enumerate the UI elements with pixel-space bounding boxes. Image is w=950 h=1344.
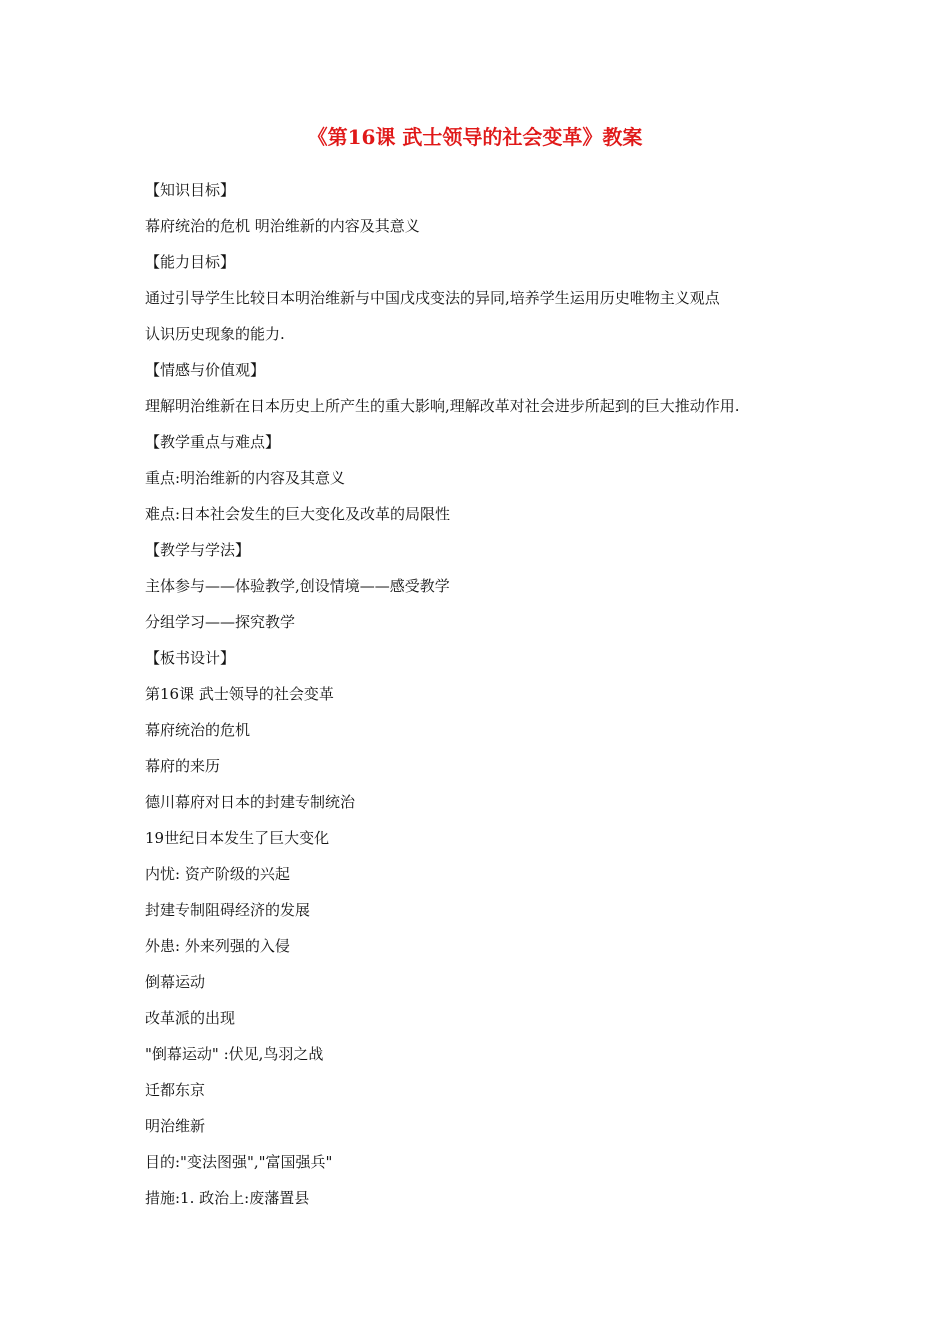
- section-heading-knowledge-goals: 【知识目标】: [145, 181, 236, 199]
- text-line: 认识历史现象的能力.: [145, 325, 285, 343]
- text-line: 德川幕府对日本的封建专制统治: [145, 793, 356, 811]
- text-line: 通过引导学生比较日本明治维新与中国戊戌变法的异同,培养学生运用历史唯物主义观点: [145, 289, 720, 307]
- text-line: 分组学习——探究教学: [145, 613, 296, 631]
- text-line: 目的:"变法图强","富国强兵": [145, 1153, 333, 1171]
- document-body: [145, 172, 825, 1216]
- document-title: 《第16课 武士领导的社会变革》教案: [307, 125, 643, 149]
- text-line: 19世纪日本发生了巨大变化: [145, 829, 330, 847]
- section-heading-emotion-values: 【情感与价值观】: [145, 361, 266, 379]
- text-line: 明治维新: [145, 1117, 206, 1135]
- text-line: 封建专制阻碍经济的发展: [145, 901, 311, 919]
- text-line: 幕府的来历: [145, 757, 221, 775]
- text-line: 理解明治维新在日本历史上所产生的重大影响,理解改革对社会进步所起到的巨大推动作用.: [145, 397, 740, 415]
- text-line: "倒幕运动" :伏见,鸟羽之战: [145, 1045, 324, 1063]
- text-line: 难点:日本社会发生的巨大变化及改革的局限性: [145, 505, 451, 523]
- text-line: 幕府统治的危机: [145, 721, 251, 739]
- section-heading-board-design: 【板书设计】: [145, 649, 236, 667]
- text-line: 措施:1. 政治上:废藩置县: [145, 1189, 310, 1207]
- section-heading-key-points: 【教学重点与难点】: [145, 433, 281, 451]
- text-line: 外患: 外来列强的入侵: [145, 937, 290, 955]
- text-line: 第16课 武士领导的社会变革: [145, 685, 334, 703]
- section-heading-ability-goals: 【能力目标】: [145, 253, 236, 271]
- text-line: 迁都东京: [145, 1081, 206, 1099]
- text-line: 内忧: 资产阶级的兴起: [145, 865, 290, 883]
- text-line: 主体参与——体验教学,创设情境——感受教学: [145, 577, 450, 595]
- text-line: 改革派的出现: [145, 1009, 236, 1027]
- text-line: 重点:明治维新的内容及其意义: [145, 469, 346, 487]
- text-line: 幕府统治的危机 明治维新的内容及其意义: [145, 217, 420, 235]
- section-heading-teaching-methods: 【教学与学法】: [145, 541, 251, 559]
- text-line: 倒幕运动: [145, 973, 206, 991]
